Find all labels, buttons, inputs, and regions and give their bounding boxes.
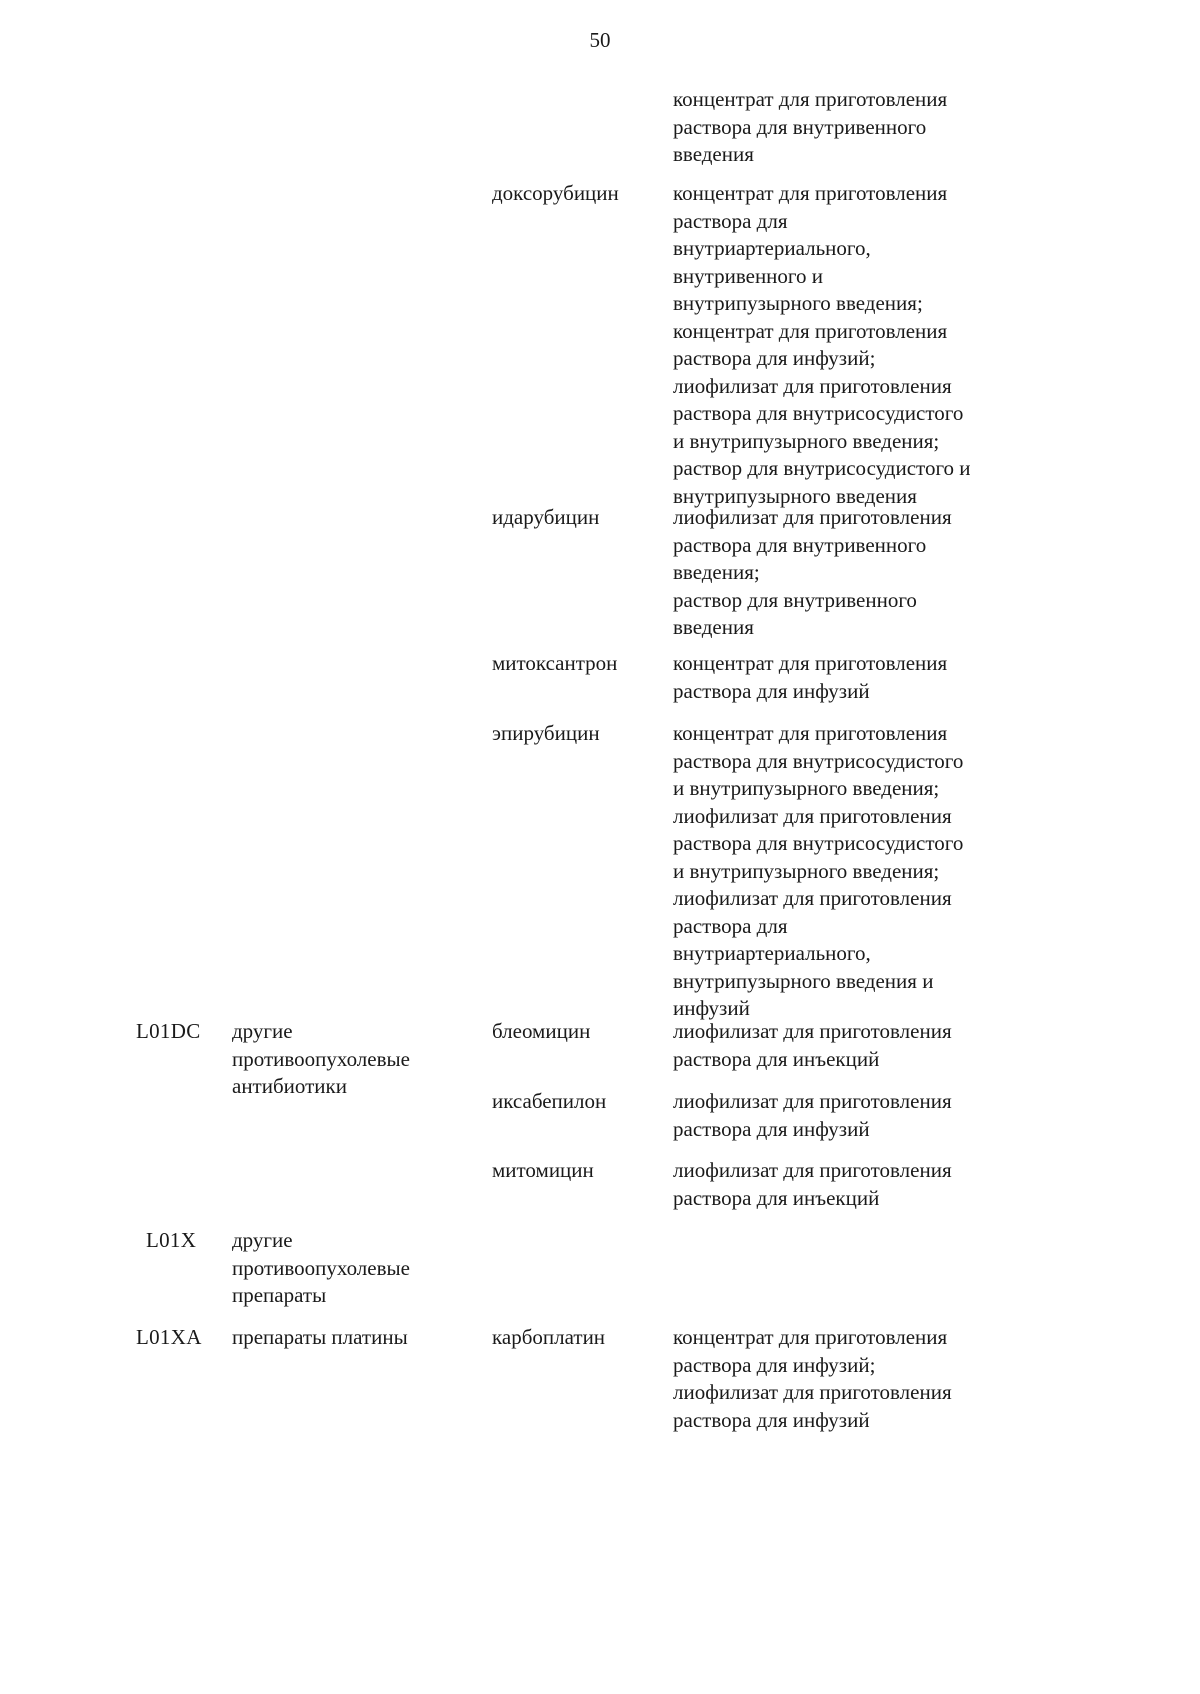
dosage-form-line: внутрипузырного введения (673, 483, 917, 508)
drug-name: карбоплатин (492, 1325, 606, 1349)
dosage-form-line: инфузий (673, 996, 750, 1020)
dosage-forms (673, 504, 1033, 642)
atc-code: L01DC (136, 1019, 201, 1043)
dosage-form-line: лиофилизат для приготовления (673, 1089, 952, 1113)
dosage-form-line: лиофилизат для приготовления (673, 803, 952, 828)
dosage-form-line: концентрат для приготовления (673, 318, 948, 343)
dosage-form-line: раствора для внутрисосудистого (673, 831, 964, 855)
dosage-form-line: раствора для внутрисосудистого (673, 401, 964, 425)
page-number: 50 (589, 28, 611, 52)
dosage-form-line: и внутрипузырного введения; (673, 776, 940, 800)
dosage-form-line: раствора для инъекций (673, 1046, 880, 1071)
dosage-form-line: концентрат для приготовления (673, 721, 948, 745)
dosage-forms (673, 1018, 1033, 1073)
atc-group-name (232, 1018, 472, 1101)
group-line: другие (232, 1228, 293, 1252)
atc-code: L01X (146, 1228, 197, 1252)
dosage-forms (673, 720, 1033, 1023)
dosage-form-line: лиофилизат для приготовления (673, 1019, 952, 1043)
group-line: антибиотики (232, 1074, 347, 1098)
dosage-form-line: лиофилизат для приготовления (673, 886, 952, 910)
atc-group-name (232, 1324, 472, 1352)
dosage-form-line: раствора для внутрисосудистого (673, 748, 964, 773)
dosage-form-line: внутривенного и (673, 263, 823, 288)
dosage-form-line: введения (673, 615, 754, 639)
group-line: другие (232, 1019, 293, 1043)
drug-name: доксорубицин (492, 181, 619, 205)
dosage-form-line: раствора для (673, 913, 788, 938)
dosage-form-line: раствор для внутривенного (673, 587, 917, 612)
dosage-form-line: раствора для инфузий (673, 678, 870, 703)
dosage-forms (673, 1324, 1033, 1434)
dosage-form-line: раствора для внутривенного (673, 114, 927, 139)
dosage-form-line: концентрат для приготовления (673, 87, 948, 111)
drug-name: блеомицин (492, 1019, 591, 1043)
drug-name: идарубицин (492, 505, 600, 529)
dosage-form-line: внутрипузырного введения; (673, 291, 923, 315)
dosage-forms (673, 650, 1033, 705)
dosage-form-line: раствор для внутрисосудистого и (673, 456, 971, 480)
dosage-form-line: лиофилизат для приготовления (673, 1158, 952, 1182)
dosage-form-line: раствора для инфузий (673, 1116, 870, 1141)
dosage-form-line: лиофилизат для приготовления (673, 373, 952, 398)
atc-code: L01XA (136, 1325, 202, 1349)
dosage-form-line: и внутрипузырного введения; (673, 428, 940, 453)
dosage-form-line: раствора для инфузий; (673, 346, 876, 370)
dosage-form-line: введения (673, 142, 754, 166)
drug-name: митоксантрон (492, 651, 618, 675)
dosage-form-line: лиофилизат для приготовления (673, 1380, 952, 1404)
drug-name: иксабепилон (492, 1089, 607, 1113)
group-line: противоопухолевые (232, 1255, 410, 1280)
dosage-form-line: концентрат для приготовления (673, 651, 948, 675)
dosage-forms (673, 180, 1033, 510)
group-line: противоопухолевые (232, 1046, 410, 1071)
dosage-form-line: раствора для (673, 208, 788, 233)
dosage-forms (673, 1157, 1033, 1212)
dosage-form-line: раствора для инфузий (673, 1407, 870, 1432)
dosage-form-line: раствора для внутривенного (673, 532, 927, 557)
dosage-forms (673, 86, 1033, 169)
dosage-forms (673, 1088, 1033, 1143)
dosage-form-line: внутриартериального, (673, 941, 871, 965)
dosage-form-line: и внутрипузырного введения; (673, 858, 940, 883)
dosage-form-line: внутрипузырного введения и (673, 968, 934, 993)
dosage-form-line: раствора для инфузий; (673, 1352, 876, 1377)
dosage-form-line: введения; (673, 560, 760, 584)
drug-name: эпирубицин (492, 721, 600, 745)
dosage-form-line: раствора для инъекций (673, 1185, 880, 1210)
dosage-form-line: лиофилизат для приготовления (673, 505, 952, 529)
dosage-form-line: концентрат для приготовления (673, 181, 948, 205)
dosage-form-line: внутриартериального, (673, 236, 871, 260)
group-line: препараты платины (232, 1325, 408, 1349)
drug-name: митомицин (492, 1158, 594, 1182)
atc-group-name (232, 1227, 472, 1310)
dosage-form-line: концентрат для приготовления (673, 1325, 948, 1349)
group-line: препараты (232, 1283, 327, 1307)
